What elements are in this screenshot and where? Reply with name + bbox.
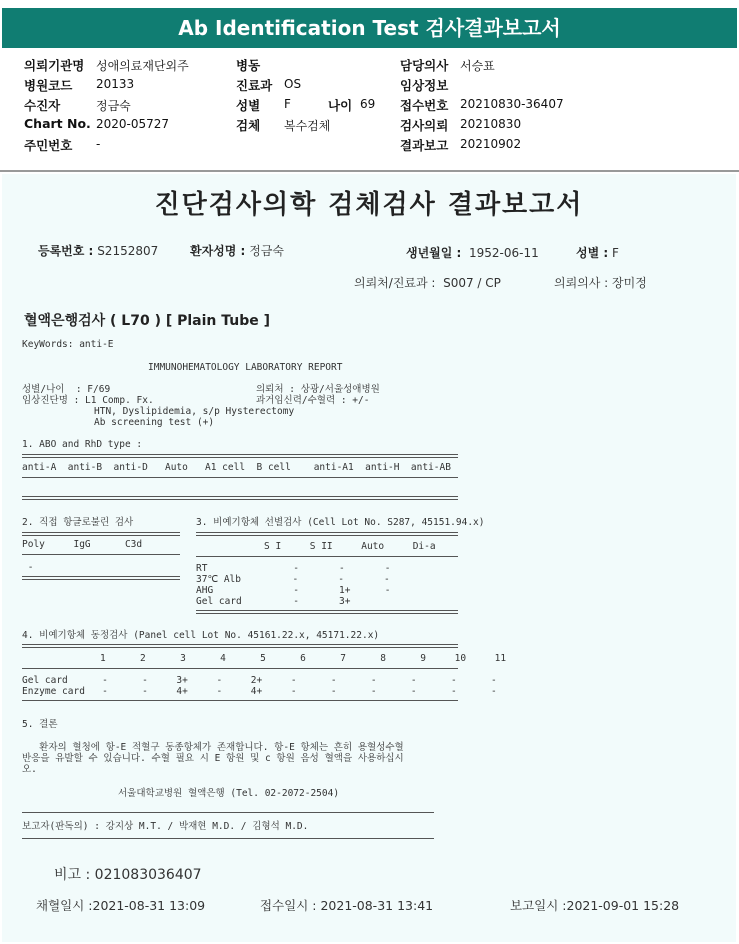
report-title: 진단검사의학 검체검사 결과보고서 bbox=[154, 190, 584, 220]
keywords: KeyWords: anti-E bbox=[22, 339, 114, 350]
reported-datetime: 보고일시 :2021-09-01 15:28 bbox=[510, 898, 680, 913]
dept-label: 진료과 bbox=[236, 78, 273, 93]
hospital-code-label: 병원코드 bbox=[24, 78, 73, 93]
date-of-birth bbox=[406, 244, 539, 261]
sex-age: 성별/나이 : F/69 bbox=[22, 384, 111, 395]
report-sex-value: F bbox=[612, 246, 619, 260]
dept-value: OS bbox=[284, 77, 302, 91]
accession-value: 20210830-36407 bbox=[460, 97, 564, 111]
report-date-value: 20210902 bbox=[460, 137, 522, 151]
conclusion-section-title: 5. 결론 bbox=[22, 719, 58, 730]
blood-bank-contact: 서울대학교병원 혈액은행 (Tel. 02-2072-2504) bbox=[118, 788, 340, 799]
screening-section-title: 3. 비예기항체 선별검사 (Cell Lot No. S287, 45151.94.x) bbox=[196, 517, 485, 528]
panel-row-enzyme: Enzyme card - - 4+ - 4+ - - - - - - bbox=[22, 686, 497, 697]
institution-label: 의뢰기관명 bbox=[24, 58, 85, 73]
diagnosis: 임상진단명 : L1 Comp. Fx. bbox=[22, 395, 154, 406]
diagnosis-line-3: Ab screening test (+) bbox=[94, 417, 215, 428]
dat-table-header: Poly IgG C3d bbox=[22, 539, 143, 550]
panel-top-rule bbox=[22, 644, 458, 648]
collection-datetime: 채혈일시 :2021-08-31 13:09 bbox=[36, 898, 206, 913]
received-datetime: 접수일시 : 2021-08-31 13:41 bbox=[260, 898, 434, 913]
report-sex bbox=[576, 244, 619, 261]
header-divider bbox=[0, 170, 739, 172]
doctor-label: 담당의사 bbox=[400, 58, 449, 73]
panel-header-rule bbox=[22, 668, 458, 669]
dat-value: - bbox=[22, 562, 34, 573]
ward-label: 병동 bbox=[236, 58, 261, 73]
report-sex-label: 성별 : bbox=[576, 246, 609, 260]
registration-label: 등록번호 : bbox=[38, 244, 94, 258]
resident-no-value: - bbox=[96, 137, 101, 151]
conclusion-line-3: 오. bbox=[22, 764, 37, 775]
requesting-doctor: 의뢰의사 : 장미정 bbox=[554, 276, 647, 290]
patient-info-header bbox=[0, 48, 739, 170]
dob-label: 생년월일 : bbox=[406, 246, 462, 260]
abo-table-header: anti-A anti-B anti-D Auto A1 cell B cell anti-A1 anti-H anti-AB bbox=[22, 462, 451, 473]
screening-row-ahg: AHG - 1+ - bbox=[196, 585, 391, 596]
panel-bottom-rule bbox=[22, 700, 458, 701]
scanned-report bbox=[2, 174, 736, 942]
patient-name-value: 정금숙 bbox=[249, 244, 284, 258]
lab-report-title: IMMUNOHEMATOLOGY LABORATORY REPORT bbox=[148, 362, 343, 373]
abo-bottom-rule bbox=[22, 496, 458, 500]
reporter-top-rule bbox=[22, 812, 434, 813]
specimen-label: 검체 bbox=[236, 118, 261, 133]
resident-no-label: 주민번호 bbox=[24, 138, 73, 153]
accession-label: 접수번호 bbox=[400, 98, 449, 113]
screening-row-gel: Gel card - 3+ bbox=[196, 596, 351, 607]
conclusion-line-1: 환자의 혈청에 항-E 적혈구 동종항체가 존재합니다. 항-E 항체는 흔히 용혈성수혈 bbox=[22, 742, 404, 753]
patient-name bbox=[190, 242, 284, 259]
sex-value: F bbox=[284, 97, 291, 111]
report-date-label: 결과보고 bbox=[400, 138, 449, 153]
panel-section-title: 4. 비예기항체 동정검사 (Panel cell Lot No. 45161.22.x, 45171.22.x) bbox=[22, 630, 380, 641]
age-value: 69 bbox=[360, 97, 376, 111]
dat-top-rule bbox=[22, 532, 180, 536]
screening-header-rule bbox=[196, 556, 458, 557]
dat-bottom-rule bbox=[22, 576, 180, 580]
screening-row-rt: RT - - - bbox=[196, 563, 391, 574]
specimen-value: 복수검체 bbox=[284, 119, 331, 133]
requesting-department: 의뢰처/진료과 : S007 / CP bbox=[354, 276, 501, 290]
dat-header-rule bbox=[22, 554, 180, 555]
chart-no-value: 2020-05727 bbox=[96, 117, 170, 131]
abo-section-title: 1. ABO and RhD type : bbox=[22, 439, 143, 450]
abo-top-rule bbox=[22, 454, 458, 458]
referral: 의뢰처 : 상광/서울성애병원 bbox=[256, 384, 380, 395]
conclusion-line-2: 반응을 유발할 수 있습니다. 수혈 필요 시 E 항원 및 c 항원 음성 혈액을 사용하십시 bbox=[22, 753, 404, 764]
institution-value: 성애의료재단외주 bbox=[96, 59, 189, 73]
abo-header-rule bbox=[22, 477, 458, 478]
request-date-value: 20210830 bbox=[460, 117, 522, 131]
doctor-value: 서승표 bbox=[460, 59, 495, 73]
age-label: 나이 bbox=[328, 98, 353, 113]
hospital-code-value: 20133 bbox=[96, 77, 135, 91]
section-title: 혈액은행검사 ( L70 ) [ Plain Tube ] bbox=[24, 313, 271, 329]
panel-table-header: 1 2 3 4 5 6 7 8 9 10 11 bbox=[100, 653, 507, 664]
sex-label: 성별 bbox=[236, 98, 261, 113]
reporters: 보고자(판독의) : 강지상 M.T. / 박재현 M.D. / 김형석 M.D. bbox=[22, 821, 309, 832]
dat-section-title: 2. 직접 항글로불린 검사 bbox=[22, 517, 134, 528]
patient-label: 수진자 bbox=[24, 98, 61, 113]
registration-number bbox=[38, 242, 158, 259]
request-date-label: 검사의뢰 bbox=[400, 118, 449, 133]
dob-value: 1952-06-11 bbox=[469, 246, 539, 260]
panel-row-gel: Gel card - - 3+ - 2+ - - - - - - bbox=[22, 675, 497, 686]
screening-row-alb: 37℃ Alb - - - bbox=[196, 574, 390, 585]
memo: 비고 : 021083036407 bbox=[54, 867, 202, 883]
report-header-title: Ab Identification Test 검사결과보고서 bbox=[2, 8, 737, 48]
screening-bottom-rule bbox=[196, 610, 458, 614]
patient-value: 정금숙 bbox=[96, 99, 131, 113]
transfusion-history: 과거임신력/수혈력 : +/- bbox=[256, 395, 370, 406]
registration-value: S2152807 bbox=[97, 244, 159, 258]
reporter-bottom-rule bbox=[22, 838, 434, 839]
screening-top-rule bbox=[196, 532, 458, 536]
diagnosis-line-2: HTN, Dyslipidemia, s/p Hysterectomy bbox=[94, 406, 295, 417]
chart-no-label: Chart No. bbox=[24, 116, 91, 131]
screening-table-header: S I S II Auto Di-a bbox=[264, 541, 436, 552]
patient-name-label: 환자성명 : bbox=[190, 244, 246, 258]
clinical-info-label: 임상정보 bbox=[400, 78, 449, 93]
